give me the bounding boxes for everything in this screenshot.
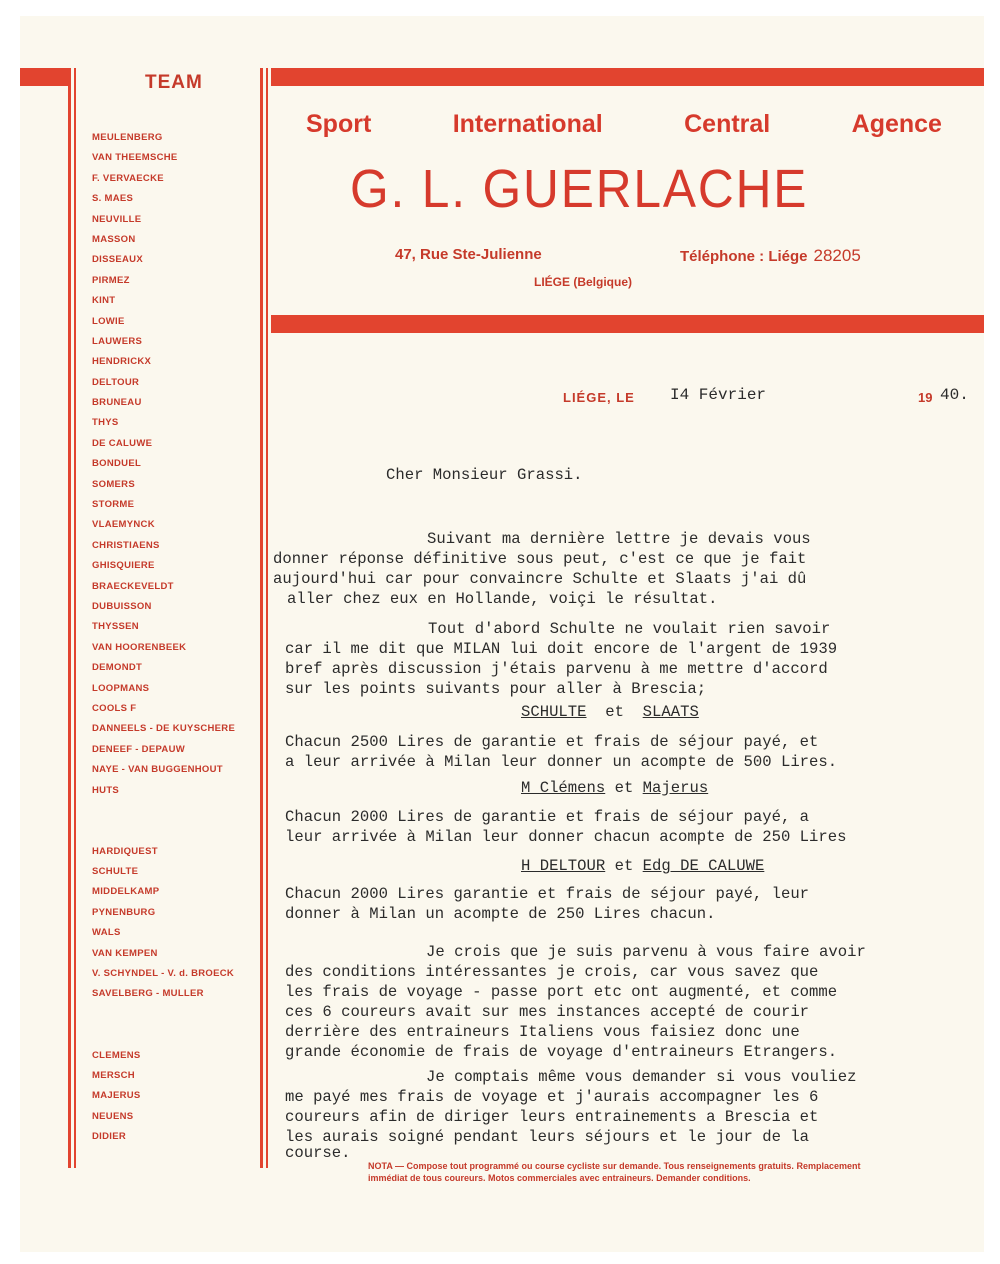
team-member: VLAEMYNCK (92, 519, 155, 531)
team-member: CLEMENS (92, 1049, 141, 1061)
team-member: DENEEF - DEPAUW (92, 743, 185, 755)
paragraph-line: course. (285, 1144, 351, 1162)
heading-part: H DELTOUR (521, 857, 606, 875)
paragraph-line: sur les points suivants pour aller à Brescia; (285, 680, 707, 698)
paragraph-line: grande économie de frais de voyage d'entraineurs Etrangers. (285, 1043, 838, 1061)
middle-red-bar (271, 315, 984, 333)
team-member: S. MAES (92, 193, 134, 205)
paragraph-line: leur arrivée à Milan leur donner chacun acompte de 250 Lires (285, 828, 847, 846)
team-member: LAUWERS (92, 335, 143, 347)
team-list-gap (92, 821, 235, 841)
divider-rule-1 (260, 68, 263, 1168)
team-member: MERSCH (92, 1069, 135, 1081)
phone-label: Téléphone : Liége (680, 248, 808, 265)
team-member: VAN HOORENBEEK (92, 641, 187, 653)
team-list-gap (92, 1005, 235, 1025)
nota-label: NOTA — (368, 1161, 404, 1171)
team-member: LOWIE (92, 315, 125, 327)
team-member: DEMONDT (92, 662, 143, 674)
team-member: HARDIQUEST (92, 845, 158, 857)
paragraph-line: les aurais soigné pendant leurs séjours et le jour de la (285, 1128, 810, 1146)
company-name: G. L. GUERLACHE (350, 159, 809, 219)
address: 47, Rue Ste-Julienne (395, 246, 542, 263)
salutation: Cher Monsieur Grassi. (386, 466, 583, 484)
team-member: NAYE - VAN BUGGENHOUT (92, 764, 223, 776)
paragraph-line: Chacun 2000 Lires de garantie et frais de séjour payé, a (285, 808, 810, 826)
year-prefix: 19 (918, 390, 933, 405)
heading-part: SLAATS (642, 703, 699, 721)
team-member: DIDIER (92, 1131, 126, 1143)
team-member: MEULENBERG (92, 132, 163, 143)
paragraph-line: me payé mes frais de voyage et j'aurais accompagner les 6 (285, 1088, 819, 1106)
heading-part: Majerus (642, 779, 709, 797)
paragraph-line: Chacun 2000 Lires garantie et frais de séjour payé, leur (285, 885, 810, 903)
team-member: THYS (92, 417, 119, 429)
nota-text: Compose tout programmé ou course cycliste sur demande. Tous renseignements gratuits. Remplacement immédiat de tous coureurs. Motos commerciales avec entraineurs. Demander conditions. (368, 1161, 861, 1183)
city: LIÉGE (Belgique) (534, 275, 633, 289)
team-member: CHRISTIAENS (92, 539, 160, 551)
heading-and: et (614, 857, 634, 875)
team-member: VAN KEMPEN (92, 947, 158, 959)
heading-deltour-caluwe (521, 857, 764, 875)
team-member: SCHULTE (92, 866, 139, 878)
team-member: V. SCHYNDEL - V. d. BROECK (92, 968, 235, 980)
team-member: MASSON (92, 233, 136, 245)
team-list (92, 128, 235, 1148)
phone-number: 28205 (813, 246, 861, 265)
team-member: HUTS (92, 784, 120, 796)
team-member: BONDUEL (92, 458, 142, 470)
team-member: F. VERVAECKE (92, 172, 164, 184)
team-member: SOMERS (92, 478, 135, 490)
paragraph-line: bref après discussion j'étais parvenu à me mettre d'accord (285, 660, 828, 678)
year-suffix: 40. (940, 386, 969, 404)
team-title: TEAM (145, 72, 203, 93)
paragraph-line: coureurs afin de diriger leurs entrainements a Brescia et (285, 1108, 819, 1126)
team-member: MIDDELKAMP (92, 886, 160, 898)
team-member: BRUNEAU (92, 397, 142, 409)
team-member: DUBUISSON (92, 600, 152, 612)
team-member: NEUVILLE (92, 213, 142, 225)
heading-clemens-majerus (521, 779, 708, 797)
team-member: KINT (92, 295, 116, 307)
paragraph-line: derrière des entraineurs Italiens vous faisiez donc une (285, 1023, 800, 1041)
tagline-word: Central (684, 110, 771, 138)
team-member: HENDRICKX (92, 356, 152, 368)
date-value: I4 Février (670, 386, 767, 404)
team-member: THYSSEN (92, 621, 139, 633)
paragraph-line: Suivant ma dernière lettre je devais vous (427, 530, 811, 548)
paragraph-line: donner à Milan un acompte de 250 Lires chacun. (285, 905, 716, 923)
divider-rule-2 (266, 68, 268, 1168)
team-member: WALS (92, 927, 121, 939)
team-member: LOOPMANS (92, 682, 150, 694)
paragraph-line: Chacun 2500 Lires de garantie et frais de séjour payé, et (285, 733, 819, 751)
heading-part: M Clémens (521, 779, 606, 797)
team-member: DANNEELS - DE KUYSCHERE (92, 723, 236, 735)
team-member: MAJERUS (92, 1090, 141, 1102)
team-list-gap (92, 1025, 235, 1045)
paragraph-line: Tout d'abord Schulte ne voulait rien savoir (428, 620, 831, 638)
team-member: BRAECKEVELDT (92, 580, 174, 592)
nota-footer (368, 1160, 888, 1184)
heading-part: SCHULTE (521, 703, 587, 721)
team-member: DISSEAUX (92, 254, 143, 266)
team-member: PYNENBURG (92, 906, 156, 918)
paragraph-line: Je comptais même vous demander si vous vouliez (426, 1068, 857, 1086)
heading-schulte-slaats (521, 703, 699, 721)
team-member: DE CALUWE (92, 437, 153, 449)
telephone (680, 246, 861, 266)
paragraph-line: Je crois que je suis parvenu à vous faire avoir (426, 943, 866, 961)
left-rule-1 (68, 68, 71, 1168)
team-member: NEUENS (92, 1110, 134, 1122)
paragraph-line: ces 6 coureurs avait sur mes instances accepté de courir (285, 1003, 810, 1021)
tagline-word: Agence (851, 110, 942, 138)
paragraph-line: aujourd'hui car pour convaincre Schulte et Slaats j'ai dû (273, 570, 807, 588)
paragraph-line: car il me dit que MILAN lui doit encore de l'argent de 1939 (285, 640, 838, 658)
top-left-red-bar (20, 68, 68, 86)
left-rule-2 (74, 68, 76, 1168)
letterhead-tagline (306, 110, 942, 139)
paragraph-line: les frais de voyage - passe port etc ont augmenté, et comme (285, 983, 838, 1001)
heading-and: et (605, 703, 624, 721)
paragraph-line: des conditions intéressantes je crois, car vous savez que (285, 963, 819, 981)
heading-part: Edg DE CALUWE (642, 857, 765, 875)
team-list-gap (92, 801, 235, 821)
paragraph-line: aller chez eux en Hollande, voiçi le résultat. (287, 590, 718, 608)
tagline-word: Sport (306, 110, 372, 138)
date-label: LIÉGE, LE (563, 390, 635, 405)
team-member: COOLS F (92, 702, 137, 714)
team-member: SAVELBERG - MULLER (92, 988, 204, 1000)
team-member: PIRMEZ (92, 274, 130, 286)
team-member: STORME (92, 499, 135, 511)
team-member: VAN THEEMSCHE (92, 152, 178, 164)
tagline-word: International (452, 110, 603, 138)
team-member: GHISQUIERE (92, 560, 155, 572)
paragraph-line: donner réponse définitive sous peut, c'est ce que je fait (273, 550, 807, 568)
top-right-red-bar (271, 68, 984, 86)
team-member: DELTOUR (92, 376, 140, 388)
heading-and: et (614, 779, 634, 797)
paragraph-line: a leur arrivée à Milan leur donner un acompte de 500 Lires. (285, 753, 838, 771)
